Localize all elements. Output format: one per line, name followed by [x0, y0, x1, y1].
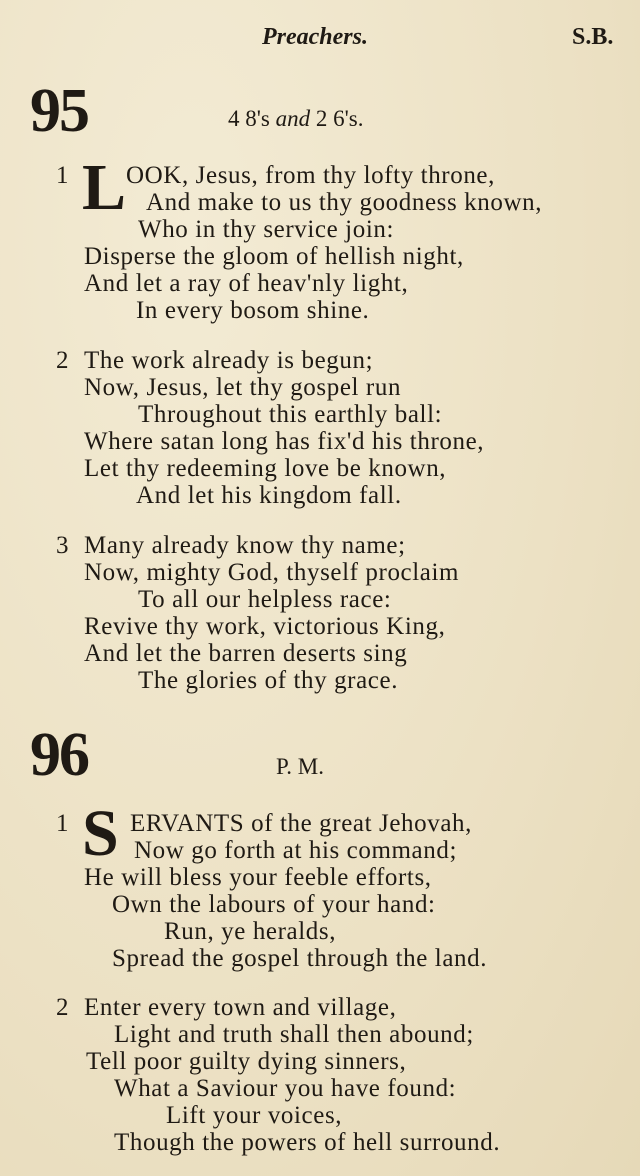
- verse-line: Own the labours of your hand:: [112, 891, 436, 918]
- hymn-number: 95: [30, 77, 88, 145]
- verse-line: And make to us thy goodness known,: [146, 189, 543, 216]
- verse-line: Revive thy work, victorious King,: [84, 613, 446, 640]
- verse-line: In every bosom shine.: [136, 297, 370, 324]
- verse-line: Who in thy service join:: [138, 216, 395, 243]
- verse-line: Now, mighty God, thyself proclaim: [84, 559, 460, 586]
- verse-number: 2: [56, 347, 69, 374]
- verse-line: He will bless your feeble efforts,: [84, 864, 432, 891]
- verse-line: Let thy redeeming love be known,: [84, 455, 447, 482]
- signature-mark: S.B.: [572, 24, 614, 50]
- verse-line: What a Saviour you have found:: [114, 1075, 457, 1102]
- verse-line: Light and truth shall then abound;: [114, 1021, 474, 1048]
- drop-cap: S: [82, 797, 119, 870]
- verse-line: Though the powers of hell surround.: [114, 1129, 501, 1156]
- running-header-title: Preachers.: [262, 24, 368, 50]
- verse-line: Now, Jesus, let thy gospel run: [84, 374, 402, 401]
- verse-line: To all our helpless race:: [138, 586, 392, 613]
- meter-conjunction: and: [275, 106, 311, 131]
- drop-cap: L: [82, 151, 127, 224]
- verse-line: Enter every town and village,: [84, 994, 397, 1021]
- verse-line: Lift your voices,: [166, 1102, 343, 1129]
- hymn-number: 96: [30, 721, 88, 789]
- verse-line: Tell poor guilty dying sinners,: [86, 1048, 407, 1075]
- verse-number: 3: [56, 532, 69, 559]
- verse-number: 2: [56, 994, 69, 1021]
- verse-line: OOK, Jesus, from thy lofty throne,: [126, 162, 495, 189]
- verse-line: Run, ye heralds,: [164, 918, 337, 945]
- verse-line: And let his kingdom fall.: [136, 482, 402, 509]
- verse-line: Many already know thy name;: [84, 532, 406, 559]
- meter-part: 2 6's.: [315, 106, 364, 131]
- verse-line: And let the barren deserts sing: [84, 640, 408, 667]
- verse-line: Throughout this earthly ball:: [138, 401, 443, 428]
- verse-line: Disperse the gloom of hellish night,: [84, 243, 464, 270]
- meter-part: 4 8's: [228, 106, 270, 131]
- hymn-meter: [228, 106, 363, 132]
- verse-line: And let a ray of heav'nly light,: [84, 270, 409, 297]
- verse-line: Spread the gospel through the land.: [112, 945, 488, 972]
- verse-line: ERVANTS of the great Jehovah,: [130, 810, 472, 837]
- verse-line: The work already is begun;: [84, 347, 374, 374]
- verse-line: Where satan long has fix'd his throne,: [84, 428, 485, 455]
- verse-line: The glories of thy grace.: [138, 667, 399, 694]
- verse-line: Now go forth at his command;: [134, 837, 458, 864]
- verse-number: 1: [56, 162, 69, 189]
- verse-number: 1: [56, 810, 69, 837]
- hymn-meter: P. M.: [276, 754, 324, 779]
